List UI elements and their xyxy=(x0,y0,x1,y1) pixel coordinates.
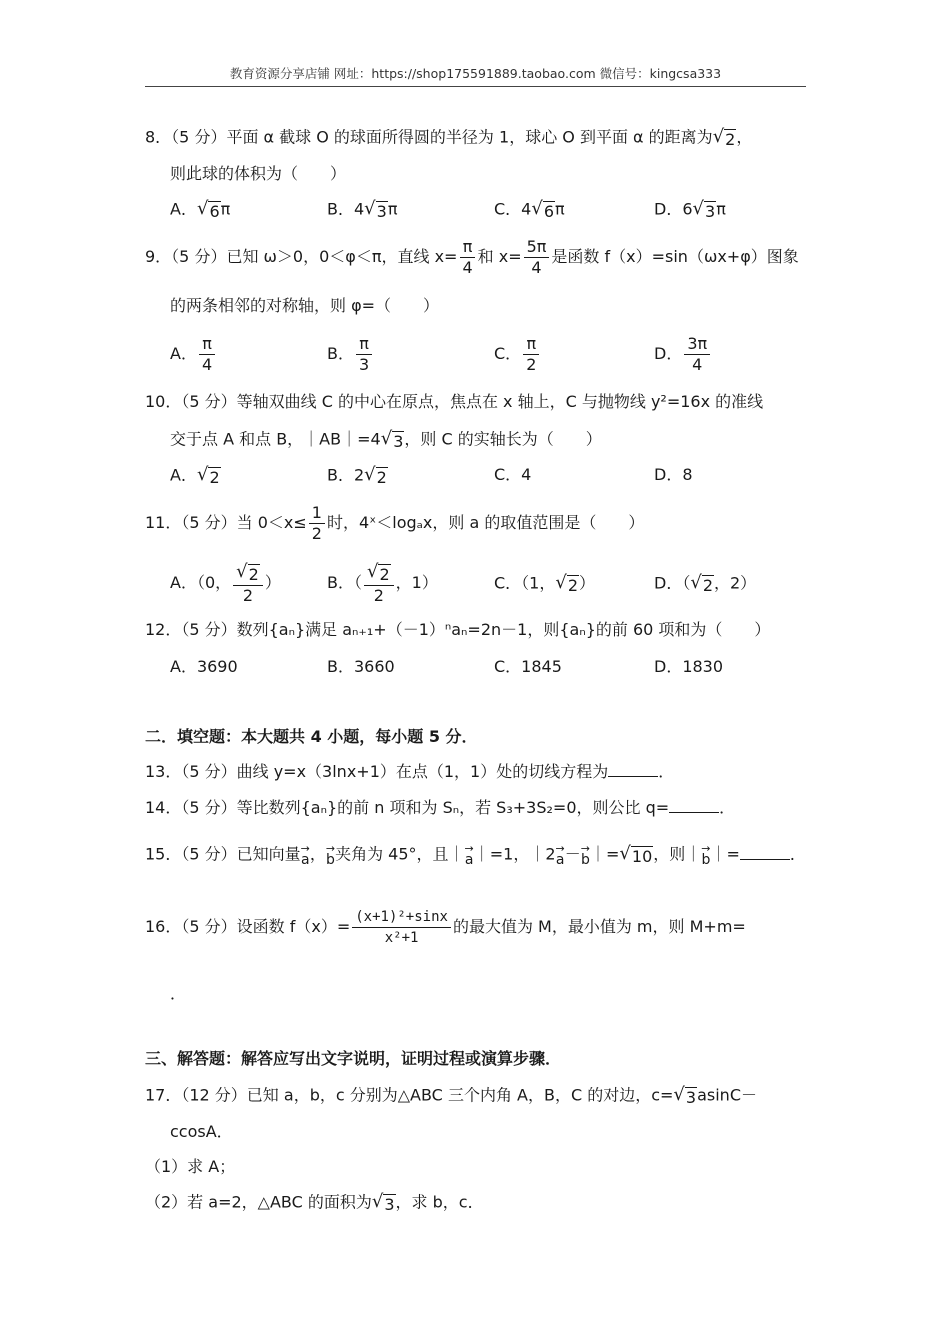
q16-continuation: ． xyxy=(170,984,187,1003)
q15: 15．（5 分）已知向量 → a ， → b 夹角为 45°，且｜ → a ｜=1，｜2 → a － → b ｜= √ 10 ，则｜ → b ｜= ． xyxy=(145,841,806,868)
q9-line2: 的两条相邻的对称轴，则 φ=（ ） xyxy=(170,296,440,315)
q10-line1: 10．（5 分）等轴双曲线 C 的中心在原点，焦点在 x 轴上，C 与抛物线 y²=16x 的准线 xyxy=(145,392,764,411)
q11-option-a[interactable]: A．（0， √ 2 2 ） xyxy=(170,561,281,605)
q11-option-c[interactable]: C．（1， √ 2 ） xyxy=(494,572,596,595)
sqrt-2: √ 2 xyxy=(712,126,736,149)
q12-option-d[interactable]: D．1830 xyxy=(654,657,724,676)
q9-stem: 9．（5 分）已知 ω＞0，0＜φ＜π，直线 x= $\frac{\pi}{4}$ 和 x= $\frac{5\pi}{4}$ 是函数 f（x）=sin（ωx+φ）图象 xyxy=(145,237,799,277)
q9-option-b[interactable]: B． $\frac{\pi}{3}$ xyxy=(327,333,374,375)
answer-blank[interactable] xyxy=(669,798,719,813)
q10-option-a[interactable]: A． √ 2 xyxy=(170,464,220,487)
q17-part1: （1）求 A； xyxy=(145,1157,236,1176)
q9-option-a[interactable]: A． $\frac{\pi}{4}$ xyxy=(170,333,217,375)
q8-prefix: 8．（5 分）平面 α 截球 O 的球面所得圆的半径为 1，球心 O 到平面 α 的距离为 xyxy=(145,127,713,147)
q12-option-b[interactable]: B．3660 xyxy=(327,657,395,676)
q8-line2: 则此球的体积为（ ） xyxy=(170,164,347,183)
q17-part2: （2）若 a=2，△ABC 的面积为 √ 3 ，求 b，c． xyxy=(145,1191,484,1214)
q8-option-a[interactable]: A． √ 6 π xyxy=(170,198,231,221)
q8-option-d[interactable]: D．6 √ 3 π xyxy=(654,198,726,221)
q8-option-c[interactable]: C．4 √ 6 π xyxy=(494,198,565,221)
q12-option-a[interactable]: A．3690 xyxy=(170,657,238,676)
q16: 16．（5 分）设函数 f（x）= $\frac{\text{(x+1)²+sinx}}{\text{x²+1}}$ 的最大值为 M，最小值为 m，则 M+m= xyxy=(145,909,746,946)
q10-line2: 交于点 A 和点 B，｜AB｜=4 √ 3 ，则 C 的实轴长为（ ） xyxy=(170,428,602,451)
q17-line1: 17．（12 分）已知 a，b，c 分别为△ABC 三个内角 A，B，C 的对边，c= √ 3 asinC－ xyxy=(145,1084,757,1107)
q10-option-c[interactable]: C．4 xyxy=(494,465,532,484)
header-rule xyxy=(145,86,806,87)
q14: 14．（5 分）等比数列{aₙ}的前 n 项和为 Sₙ，若 S₃+3S₂=0，则公比 q= ． xyxy=(145,798,736,817)
page-header: 教育资源分享店铺 网址：https://shop175591889.taobao.com 微信号：kingcsa333 xyxy=(229,66,722,81)
q17-line2: ccosA． xyxy=(170,1122,233,1141)
q13: 13．（5 分）曲线 y=x（3lnx+1）在点（1，1）处的切线方程为 ． xyxy=(145,762,675,781)
q10-option-b[interactable]: B．2 √ 2 xyxy=(327,464,387,487)
q11-option-d[interactable]: D．（ √ 2 ，2） xyxy=(654,572,757,595)
section-fill-in: 二．填空题：本大题共 4 小题，每小题 5 分． xyxy=(145,727,478,746)
q9-option-c[interactable]: C． $\frac{\pi}{2}$ xyxy=(494,333,541,375)
q11-stem: 11．（5 分）当 0＜x≤ $\frac{1}{2}$ 时，4ˣ＜logₐx，则 a 的取值范围是（ ） xyxy=(145,503,645,543)
section-solutions: 三、解答题：解答应写出文字说明，证明过程或演算步骤． xyxy=(145,1049,562,1068)
q12-option-c[interactable]: C．1845 xyxy=(494,657,562,676)
q8-stem: 8．（5 分）平面 α 截球 O 的球面所得圆的半径为 1，球心 O 到平面 α 的距离为 √ 2 ， xyxy=(145,126,753,149)
answer-blank[interactable] xyxy=(740,845,790,860)
answer-blank[interactable] xyxy=(608,762,658,777)
q11-option-b[interactable]: B．（ √ 2 2 ，1） xyxy=(327,561,438,605)
q12-stem: 12．（5 分）数列{aₙ}满足 aₙ₊₁+（－1）ⁿaₙ=2n－1，则{aₙ}的前 60 项和为（ ） xyxy=(145,620,771,639)
q8-option-b[interactable]: B．4 √ 3 π xyxy=(327,198,398,221)
q10-option-d[interactable]: D．8 xyxy=(654,465,693,484)
q9-option-d[interactable]: D． $\frac{3\pi}{4}$ xyxy=(654,333,712,375)
